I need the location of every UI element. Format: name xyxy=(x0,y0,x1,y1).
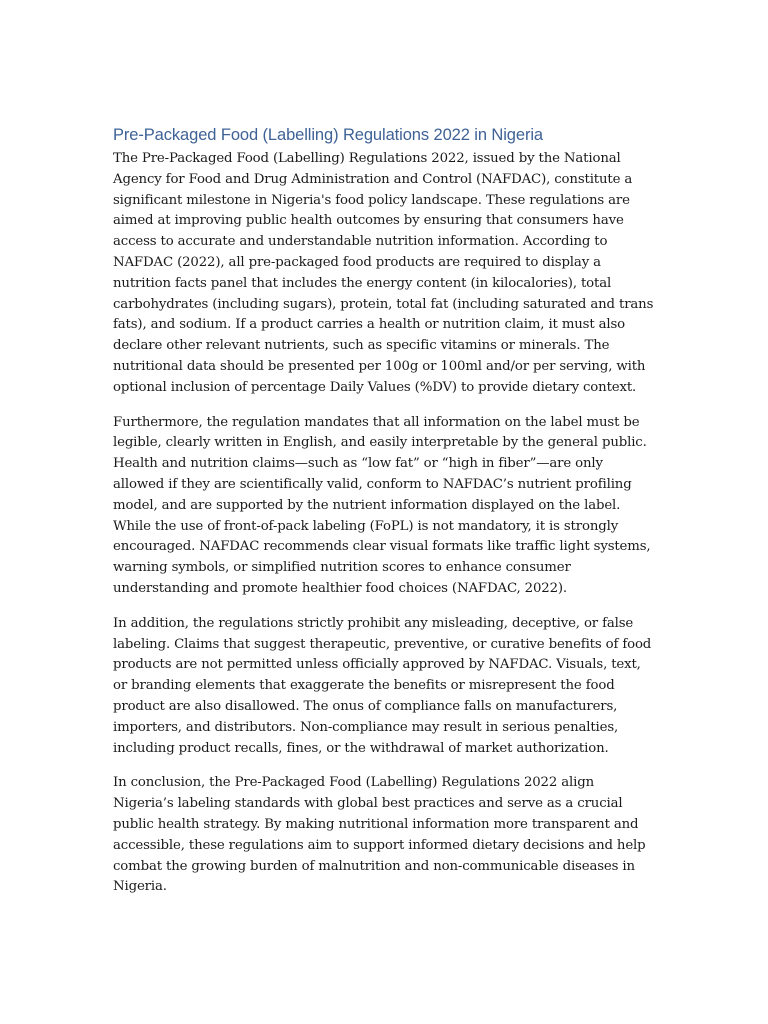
paragraph-nutrition-requirements: The Pre-Packaged Food (Labelling) Regulations 2022, issued by the National Agency for Food and Drug Administration and Control (NAFDAC), constitute a significant milestone in Nigeria's food policy landscape. These regulations are aimed at improving public health outcomes by ensuring that consumers have access to accurate and understandable nutrition information. According to NAFDAC (2022), all pre-packaged food products are required to display a nutrition facts panel that includes the energy content (in kilocalories), total carbohydrates (including sugars), protein, total fat (including saturated and trans fats), and sodium. If a product carries a health or nutrition claim, it must also declare other relevant nutrients, such as specific vitamins or minerals. The nutritional data should be presented per 100g or 100ml and/or per serving, with optional inclusion of percentage Daily Values (%DV) to provide dietary context. xyxy=(113,151,654,395)
paragraph-misleading-labeling: In addition, the regulations strictly prohibit any misleading, deceptive, or false labeling. Claims that suggest therapeutic, preventive, or curative benefits of food products are not permitted unless officially approved by NAFDAC. Visuals, text, or branding elements that exaggerate the benefits or misrepresent the food product are also disallowed. The onus of compliance falls on manufacturers, importers, and distributors. Non-compliance may result in serious penalties, including product recalls, fines, or the withdrawal of market authorization. xyxy=(113,615,652,756)
paragraph-conclusion: In conclusion, the Pre-Packaged Food (Labelling) Regulations 2022 align Nigeria’s labeling standards with global best practices and serve as a crucial public health strategy. By making nutritional information more transparent and accessible, these regulations aim to support informed dietary decisions and help combat the growing burden of malnutrition and non-communicable diseases in Nigeria. xyxy=(113,775,646,895)
document-title: Pre-Packaged Food (Labelling) Regulations 2022 in Nigeria xyxy=(113,126,543,144)
paragraph-label-legibility-claims: Furthermore, the regulation mandates that all information on the label must be legible, clearly written in English, and easily interpretable by the general public. Health and nutrition claims—such as “low fat” or “high in fiber”—are only allowed if they are scientifically valid, conform to NAFDAC’s nutrient profiling model, and are supported by the nutrient information displayed on the label. While the use of front-of-pack labeling (FoPL) is not mandatory, it is strongly encouraged. NAFDAC recommends clear visual formats like traffic light systems, warning symbols, or simplified nutrition scores to enhance consumer understanding and promote healthier food choices (NAFDAC, 2022). xyxy=(113,414,651,596)
